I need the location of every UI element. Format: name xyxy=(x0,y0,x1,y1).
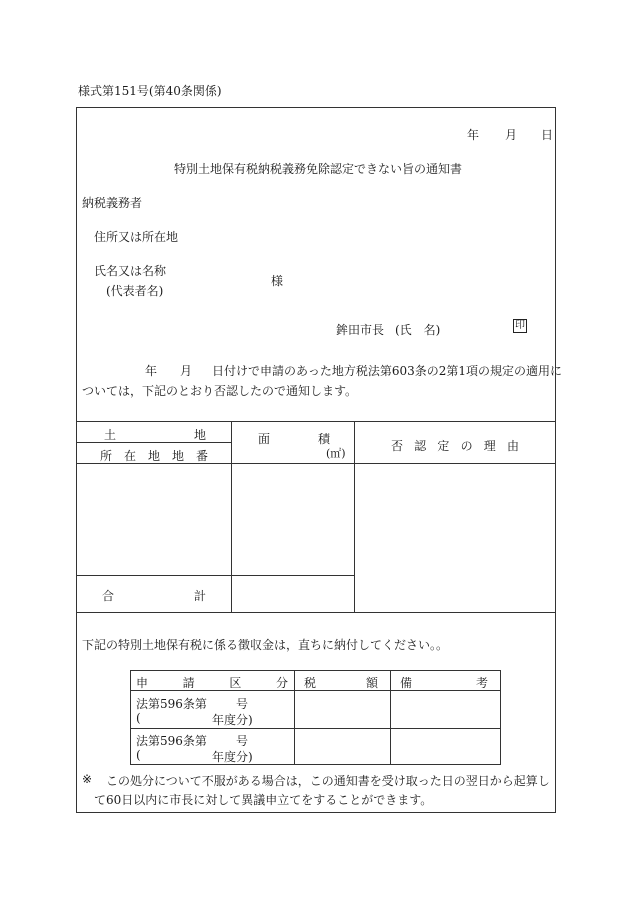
land-col-divider-1 xyxy=(231,421,232,612)
land-table-top-rule xyxy=(76,421,556,422)
date-month: 月 xyxy=(505,128,518,142)
issuer-label: 鉾田市長 xyxy=(336,323,385,337)
area-header-char: 面 xyxy=(258,432,271,446)
reason-header xyxy=(391,437,519,454)
row2-paren: ( xyxy=(136,748,141,762)
note-mark: ※ xyxy=(82,772,93,786)
reason-header-char: 理 xyxy=(483,439,496,453)
form-number: 様式第151号(第40条関係) xyxy=(78,84,222,98)
reason-header-char: 由 xyxy=(506,439,519,453)
amount-header-char: 税 xyxy=(304,676,317,690)
representative-label: (代表者名) xyxy=(106,284,164,298)
issuer-name-label: (氏 名) xyxy=(395,323,441,337)
area-header-char: 積 xyxy=(317,432,330,446)
kubun-header xyxy=(136,674,288,691)
notes-header xyxy=(400,674,488,691)
payment-text: 下記の特別土地保有税に係る徴収金は，直ちに納付してください。。 xyxy=(82,638,449,652)
body-line-2: ついては，下記のとおり否認したので通知します。 xyxy=(82,384,358,398)
land-col-divider-2 xyxy=(354,421,355,612)
payment-col-divider-2 xyxy=(390,670,391,765)
amount-header xyxy=(304,674,378,691)
location-header-char: 在 xyxy=(123,449,136,463)
total-char: 計 xyxy=(193,589,206,603)
area-unit: (㎡) xyxy=(326,447,346,460)
amount-header-char: 額 xyxy=(365,676,378,690)
location-header-char: 所 xyxy=(100,449,113,463)
land-header-char: 土 xyxy=(104,428,117,442)
land-total-rule xyxy=(76,575,354,576)
reason-header-char: 否 xyxy=(391,439,404,453)
location-header-char: 番 xyxy=(195,449,208,463)
seal-icon: 印 xyxy=(515,320,525,331)
name-label: 氏名又は名称 xyxy=(94,264,167,278)
body-year: 年 xyxy=(145,364,158,378)
total-label xyxy=(102,587,206,604)
kubun-header-char: 分 xyxy=(275,676,288,690)
location-header-char: 地 xyxy=(147,449,160,463)
taxpayer-heading: 納税義務者 xyxy=(82,196,143,210)
note-line-2: て60日以内に市長に対して異議申立てをすることができます。 xyxy=(94,793,433,807)
kubun-header-char: 申 xyxy=(136,676,149,690)
note-line-1: この処分について不服がある場合は，この通知書を受け取った日の翌日から起算し xyxy=(106,774,550,788)
reason-header-char: 定 xyxy=(437,439,450,453)
row1-go: 号 xyxy=(236,697,249,711)
location-header-char: 地 xyxy=(171,449,184,463)
row1-paren: ( xyxy=(136,711,141,725)
row1-fiscal: 年度分) xyxy=(212,713,253,727)
kubun-header-char: 請 xyxy=(182,676,195,690)
land-header xyxy=(104,426,206,443)
land-table-bottom-rule xyxy=(76,612,556,613)
location-header xyxy=(100,447,208,464)
total-char: 合 xyxy=(102,589,115,603)
row2-law: 法第596条第 xyxy=(136,734,207,748)
kubun-header-char: 区 xyxy=(229,676,242,690)
notes-header-char: 考 xyxy=(475,676,488,690)
land-header-char: 地 xyxy=(193,428,206,442)
address-label: 住所又は所在地 xyxy=(94,230,179,244)
reason-header-char: の xyxy=(460,439,473,453)
payment-col-divider-1 xyxy=(294,670,295,765)
body-line-1: 日付けで申請のあった地方税法第603条の2第1項の規定の適用に xyxy=(212,364,563,378)
honorific: 様 xyxy=(271,274,284,288)
row1-law: 法第596条第 xyxy=(136,697,207,711)
date-day: 日 xyxy=(541,128,554,142)
area-header xyxy=(258,430,330,447)
reason-header-char: 認 xyxy=(414,439,427,453)
row2-fiscal: 年度分) xyxy=(212,750,253,764)
row2-go: 号 xyxy=(236,734,249,748)
date-year: 年 xyxy=(467,128,480,142)
page-title: 特別土地保有税納税義務免除認定できない旨の通知書 xyxy=(174,162,463,176)
body-month: 月 xyxy=(180,364,193,378)
notes-header-char: 備 xyxy=(400,676,413,690)
payment-row-rule xyxy=(130,728,501,729)
